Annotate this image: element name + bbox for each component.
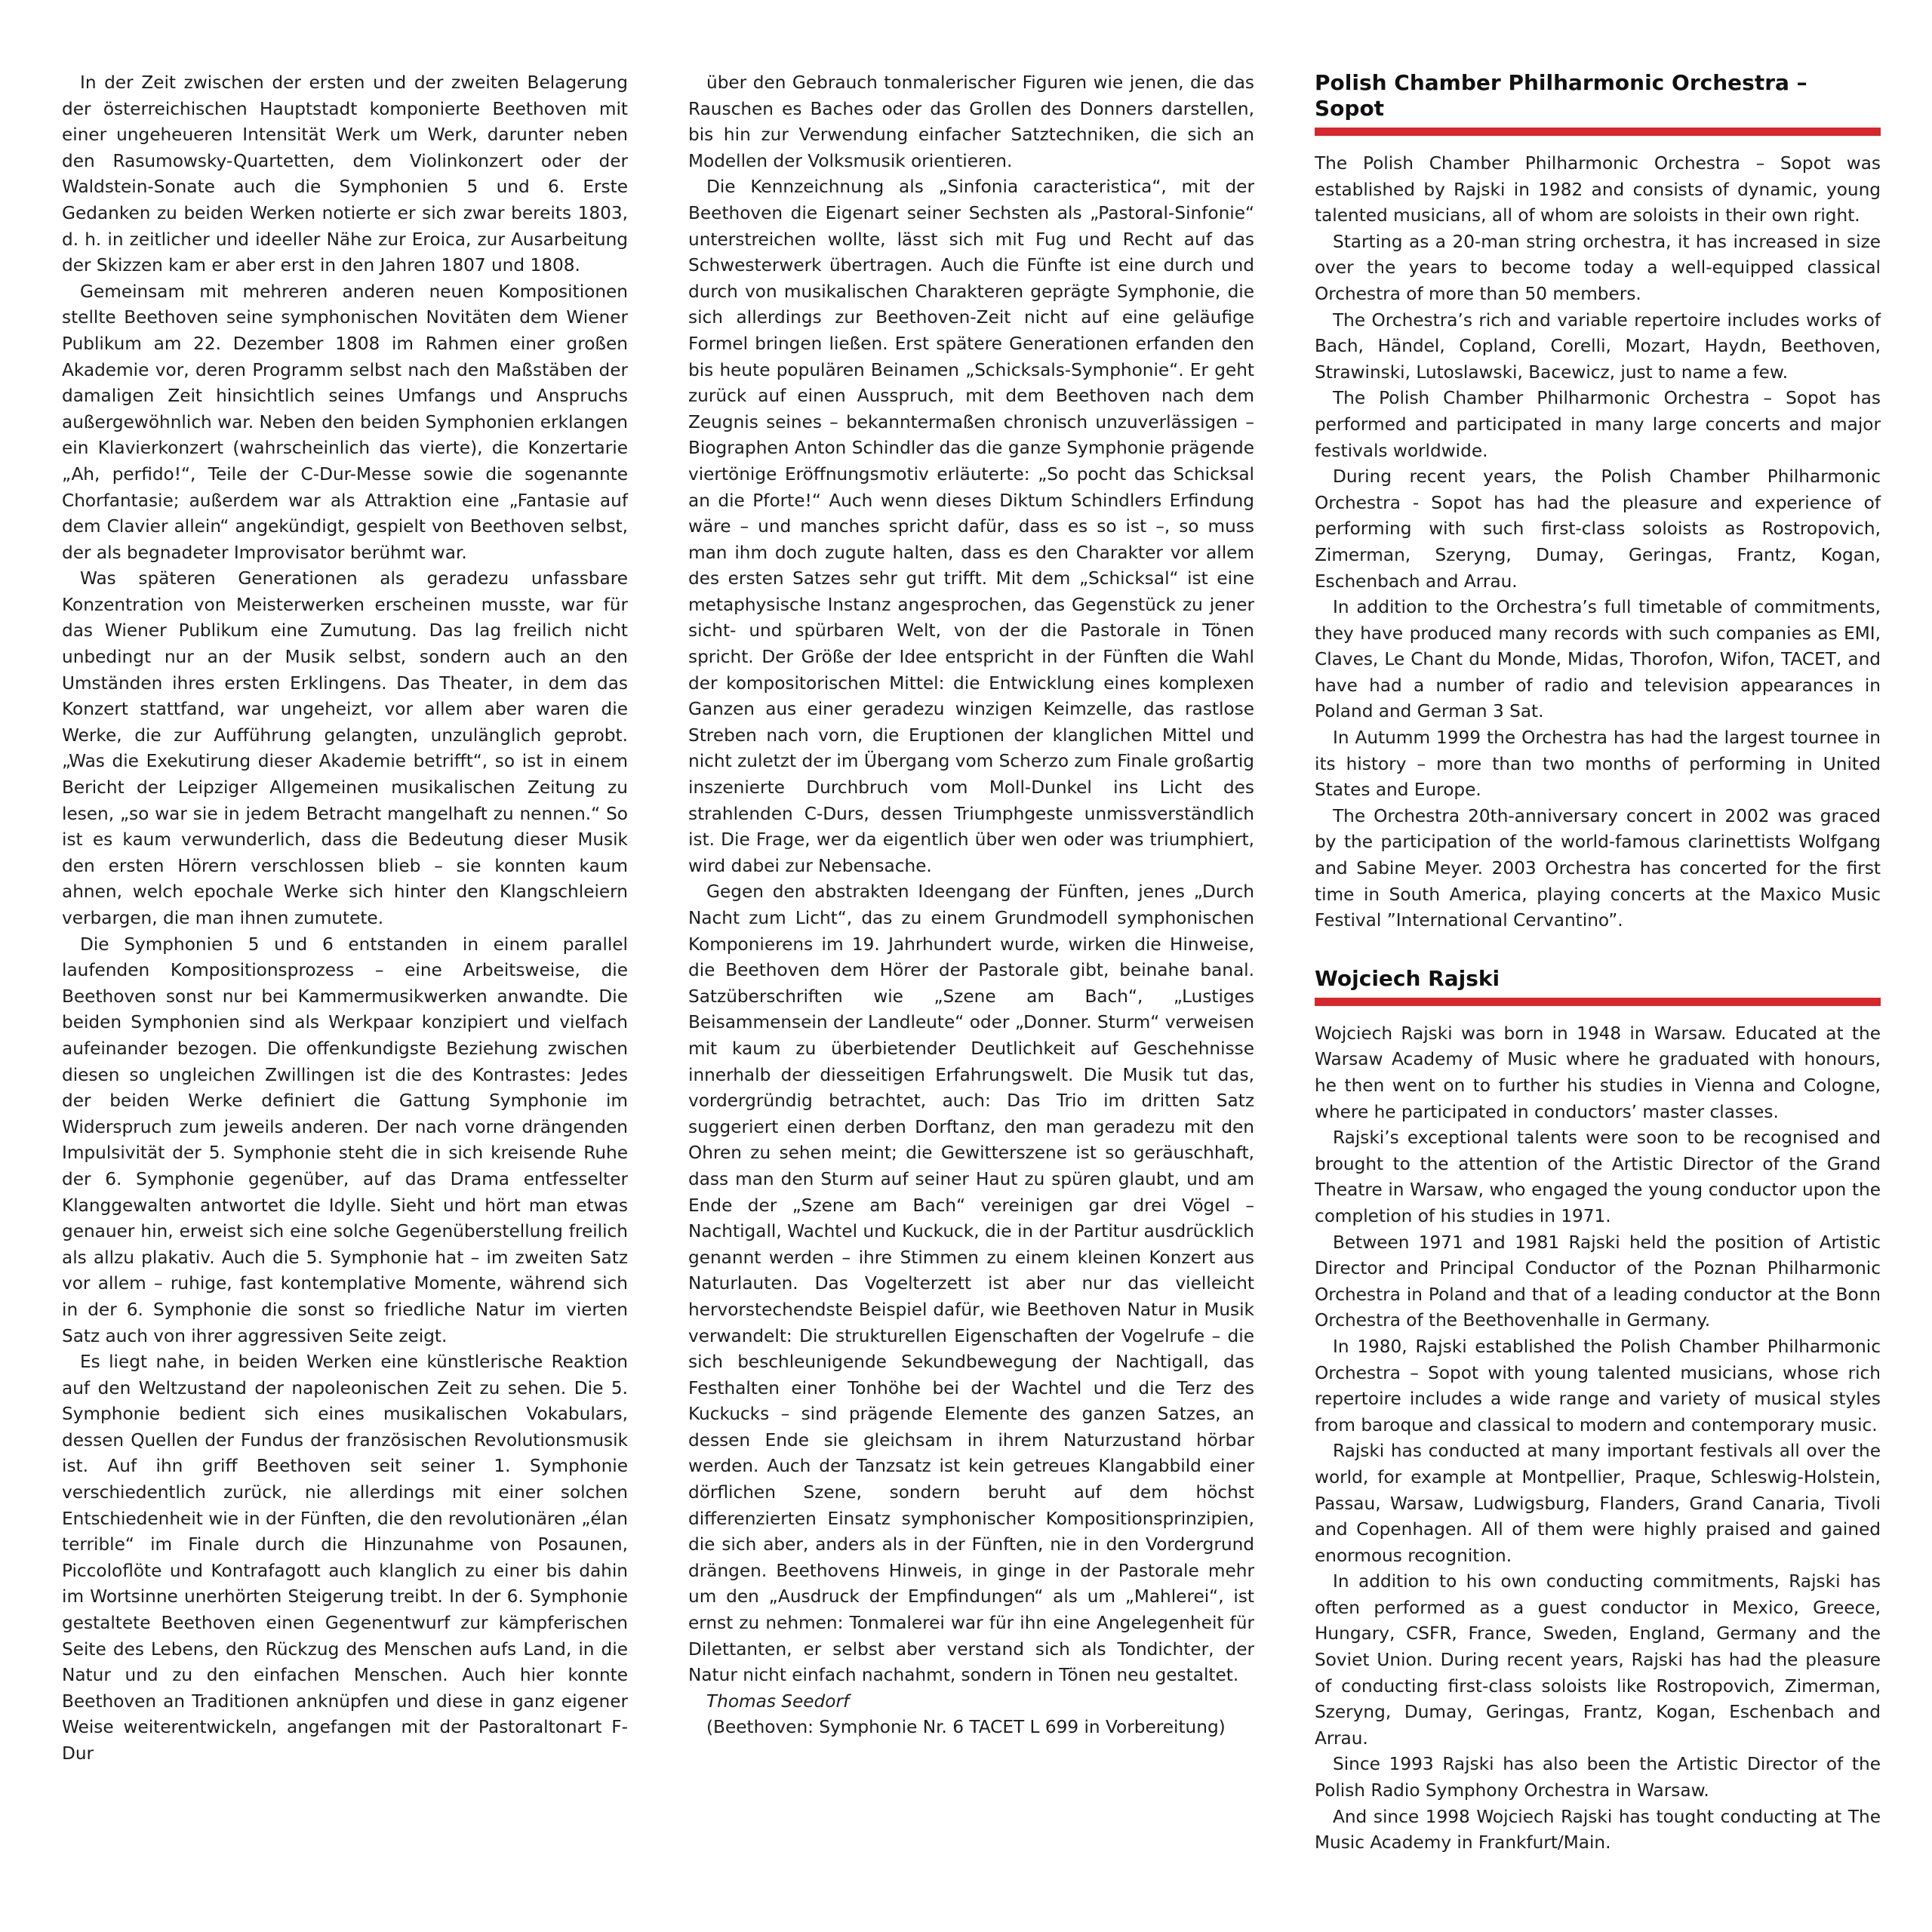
release-note: (Beethoven: Symphonie Nr. 6 TACET L 699 in Vorbereitung): [706, 1717, 1226, 1738]
orchestra-paragraph: Starting as a 20-man string orchestra, it has increased in size over the years to become today a well-equipped classical Orchestra of more than 50 members.: [1315, 231, 1881, 304]
orchestra-paragraph: In addition to the Orchestra’s full timetable of commitments, they have produced many records with such companies as EMI, Claves, Le Chant du Monde, Midas, Thorofon, Wifon, TACET, and have had a number of radio and television appearances in Poland and German 3 Sat.: [1315, 597, 1881, 722]
essay-column-2: [688, 70, 1254, 1741]
essay-paragraph: Gemeinsam mit mehreren anderen neuen Kompositionen stellte Beethoven seine symphonischen Novitäten dem Wiener Publikum am 22. Dezember 1808 im Rahmen einer großen Akademie vor, deren Programm selbst nach den Maßstäben der damaligen Zeit hinsichtlich seines Umfangs und Anspruchs außergewöhnlich war. Neben den beiden Symphonien erklangen ein Klavierkonzert (wahrscheinlich das vierte), die Konzertarie „Ah, perfido!“, Teile der C-Dur-Messe sowie die sogenannte Chorfantasie; außerdem war als Attraktion eine „Fantasie auf dem Clavier allein“ angekündigt, gespielt von Beethoven selbst, der als begnadeter Improvisator berühmt war.: [62, 281, 628, 563]
conductor-paragraph: In 1980, Rajski established the Polish Chamber Philharmonic Orchestra – Sopot with young talented musicians, whose rich repertoire includes a wide range and variety of musical styles from baroque and classical to modern and contemporary music.: [1315, 1336, 1881, 1435]
author-signature: Thomas Seedorf: [706, 1690, 850, 1712]
orchestra-paragraph: During recent years, the Polish Chamber Philharmonic Orchestra - Sopot has had the pleasure and experience of performing with such first-class soloists as Rostropovich, Zimerman, Szeryng, Dumay, Geringas, Frantz, Kogan, Eschenbach and Arrau.: [1315, 466, 1881, 592]
essay-paragraph: In der Zeit zwischen der ersten und der zweiten Belagerung der österreichischen Hauptstadt komponierte Beethoven mit einer ungeheueren Intensität Werk um Werk, darunter neben den Rasumowsky-Quartetten, dem Violinkonzert oder der Waldstein-Sonate auch die Symphonien 5 und 6. Erste Gedanken zu beiden Werken notierte er sich zwar bereits 1803, d. h. in zeitlicher und ideeller Nähe zur Eroica, zur Ausarbeitung der Skizzen kam er aber erst in den Jahren 1807 und 1808.: [62, 72, 628, 276]
orchestra-paragraph: The Orchestra 20th-anniversary concert in 2002 was graced by the participation of the world-famous clarinettists Wolfgang and Sabine Meyer. 2003 Orchestra has concerted for the first time in South America, playing concerts at the Maxico Music Festival ”International Cervantino”.: [1315, 805, 1881, 931]
essay-paragraph: Gegen den abstrakten Ideengang der Fünften, jenes „Durch Nacht zum Licht“, das zu einem Grundmodell symphonischen Komponierens im 19. Jahrhundert wurde, wirken die Hinweise, die Beethoven dem Hörer der Pastorale gibt, beinahe banal. Satzüberschriften wie „Szene am Bach“, „Lustiges Beisammensein der Landleute“ oder „Donner. Sturm“ verweisen mit kaum zu überbietender Deutlichkeit auf Geschehnisse innerhalb der diesseitigen Erfahrungswelt. Die Musik tut das, vordergründig betrachtet, auch: Das Trio im dritten Satz suggeriert einen derben Dorftanz, den man geradezu mit den Ohren zu sehen meint; die Gewitterszene ist so geräuschhaft, dass man den Sturm auf seiner Haut zu spüren glaubt, und am Ende der „Szene am Bach“ vereinigen gar drei Vögel – Nachtigall, Wachtel und Kuckuck, die in der Partitur ausdrücklich genannt werden – ihre Stimmen zu einem kleinen Konzert aus Naturlauten. Das Vogelterzett ist aber nur das vielleicht hervorstechendste Beispiel dafür, wie Beethoven Natur in Musik verwandelt: Die strukturellen Eigenschaften der Vogelrufe – die sich beschleunigende Sekundbewegung der Nachtigall, das Festhalten einer Tonhöhe bei der Wachtel und die Terz des Kuckucks – sind prägende Elemente des ganzen Satzes, an dessen Ende sie gleichsam in ihrem Naturzustand hörbar werden. Auch der Tanzsatz ist kein getreues Klangabbild einer dörflichen Szene, sondern beruht auf dem höchst differenzierten Einsatz symphonischer Kompositionsprinzipien, die sich aber, anders als in der Fünften, nie in den Vordergrund drängen. Beethovens Hinweis, in ginge in der Pastorale mehr um den „Ausdruck der Empfindungen“ als um „Mahlerei“, ist ernst zu nehmen: Tonmalerei war für ihn eine Angelegenheit für Dilettanten, er selbst aber verstand sich als Tondichter, der Natur nicht einfach nachahmt, sondern in Tönen neu gestaltet.: [688, 881, 1254, 1686]
conductor-paragraph: Wojciech Rajski was born in 1948 in Warsaw. Educated at the Warsaw Academy of Music where he graduated with honours, he then went on to further his studies in Vienna and Cologne, where he participated in conductors’ master classes.: [1315, 1023, 1881, 1122]
essay-paragraph: Es liegt nahe, in beiden Werken eine künstlerische Reaktion auf den Weltzustand der napoleonischen Zeit zu sehen. Die 5. Symphonie bedient sich eines musikalischen Vokabulars, dessen Quellen der Fundus der französischen Revolutionsmusik ist. Auf ihn griff Beethoven seit seiner 1. Symphonie verschiedentlich zurück, nie allerdings mit einer solchen Entschiedenheit wie in der Fünften, die den revolutionären „élan terrible“ im Finale durch die Hinzunahme von Posaunen, Piccoloflöte und Kontrafagott auch klanglich zu einer bis dahin im Wortsinne unerhörten Steigerung treibt. In der 6. Symphonie gestaltete Beethoven einen Gegenentwurf zur kämpferischen Seite des Lebens, den Rückzug des Menschen aufs Land, in die Natur und zu den einfachen Menschen. Auch hier konnte Beethoven an Traditionen anknüpfen und diese in ganz eigener Weise weiterentwickeln, angefangen mit der Pastoraltonart F-Dur: [62, 1352, 628, 1764]
heading-rule: [1315, 998, 1881, 1006]
essay-paragraph: Die Kennzeichnung als „Sinfonia caracteristica“, mit der Beethoven die Eigenart seiner Sechsten als „Pastoral-Sinfonie“ unterstreichen wollte, lässt sich mit Fug und Recht auf das Schwesterwerk übertragen. Auch die Fünfte ist eine durch und durch von musikalischen Charakteren geprägte Symphonie, die sich allerdings zur Beethoven-Zeit nicht auf eine geläufige Formel bringen ließen. Erst spätere Generationen erfanden den bis heute populären Beinamen „Schicksals-Symphonie“. Er geht zurück auf einen Ausspruch, mit dem Beethoven nach dem Zeugnis seines – bekanntermaßen chronisch unzuverlässigen – Biographen Anton Schindler das die ganze Symphonie prägende viertönige Eröffnungsmotiv erläuterte: „So pocht das Schicksal an die Pforte!“ Auch wenn dieses Diktum Schindlers Erfindung wäre – und manches spricht dafür, dass es so ist –, so muss man ihm doch zugute halten, dass es den Charakter vor allem des ersten Satzes sehr gut trifft. Mit dem „Schicksal“ ist eine metaphysische Instanz angesprochen, das Gegenstück zu jener sicht- und spürbaren Welt, von der die Pastorale in Tönen spricht. Der Größe der Idee entspricht in der Fünften die Wahl der kompositorischen Mittel: die Entwicklung eines komplexen Ganzen aus einer geradezu winzigen Keimzelle, das rastlose Streben nach vorn, die Eruptionen der klanglichen Mittel und nicht zuletzt der im Übergang vom Scherzo zum Finale großartig inszenierte Durchbruch vom Moll-Dunkel ins Licht des strahlenden C-Durs, dessen Triumphgeste unmissverständlich ist. Die Frage, wer da eigentlich über wen oder was triumphiert, wird dabei zur Nebensache.: [688, 177, 1254, 876]
orchestra-paragraph: In Autumm 1999 the Orchestra has had the largest tournee in its history – more than two months of performing in United States and Europe.: [1315, 728, 1881, 801]
heading-rule: [1315, 128, 1881, 136]
conductor-heading: Wojciech Rajski: [1315, 965, 1500, 991]
conductor-paragraph: And since 1998 Wojciech Rajski has tought conducting at The Music Academy in Frankfurt/Main.: [1315, 1806, 1881, 1854]
essay-paragraph: Die Symphonien 5 und 6 entstanden in einem parallel laufenden Kompositionsprozess – eine Arbeitsweise, die Beethoven sonst nur bei Kammermusikwerken anwandte. Die beiden Symphonien sind als Werkpaar konzipiert und vielfach aufeinander bezogen. Die offenkundigste Beziehung zwischen diesen so ungleichen Zwillingen ist die des Kontrastes: Jedes der beiden Werke definiert die Gattung Symphonie im Widerspruch zum jeweils anderen. Der nach vorne drängenden Impulsivität der 5. Symphonie steht die in sich kreisende Ruhe der 6. Symphonie gegenüber, auf das Drama entfesselter Klanggewalten antwortet die Idylle. Sieht und hört man etwas genauer hin, erweist sich eine solche Gegenüberstellung freilich als allzu plakativ. Auch die 5. Symphonie hat – im zweiten Satz vor allem – ruhige, fast kontemplative Momente, während sich in der 6. Symphonie die sonst so friedliche Natur im vierten Satz auch von ihrer aggressiven Seite zeigt.: [62, 934, 628, 1346]
essay-paragraph: Was späteren Generationen als geradezu unfassbare Konzentration von Meisterwerken erscheinen musste, war für das Wiener Publikum eine Zumutung. Das lag freilich nicht unbedingt nur an der Musik selbst, sondern auch an den Umständen ihres ersten Erklingens. Das Theater, in dem das Konzert stattfand, war ungeheizt, vor allem aber waren die Werke, die zur Aufführung gelangten, unzulänglich geprobt. „Was die Exekutirung dieser Akademie betrifft“, so ist in einem Bericht der Leipziger Allgemeinen musikalischen Zeitung zu lesen, „so war sie in jedem Betracht mangelhaft zu nennen.“ So ist es kaum verwunderlich, dass die Bedeutung dieser Musik den ersten Hörern verschlossen blieb – sie konnten kaum ahnen, welch epochale Werke sich hinter den Klangschleiern verbargen, die man ihnen zumutete.: [62, 568, 628, 928]
orchestra-heading: Polish Chamber Philharmonic Orchestra – Sopot: [1315, 70, 1807, 121]
biography-column: [1315, 70, 1881, 1857]
orchestra-paragraph: The Orchestra’s rich and variable repertoire includes works of Bach, Händel, Copland, Corelli, Mozart, Haydn, Beethoven, Strawinski, Lutoslawski, Bacewicz, just to name a few.: [1315, 309, 1881, 383]
conductor-paragraph: In addition to his own conducting commitments, Rajski has often performed as a guest conductor in Mexico, Greece, Hungary, CSFR, France, Sweden, England, Germany and the Soviet Union. During recent years, Rajski has had the pleasure of conducting first-class soloists like Rostropovich, Zimerman, Szeryng, Dumay, Geringas, Frantz, Kogan, Eschenbach and Arrau.: [1315, 1571, 1881, 1749]
conductor-paragraph: Since 1993 Rajski has also been the Artistic Director of the Polish Radio Symphony Orchestra in Warsaw.: [1315, 1754, 1881, 1801]
essay-column-1: [62, 70, 628, 1767]
orchestra-paragraph: The Polish Chamber Philharmonic Orchestra – Sopot has performed and participated in many large concerts and major festivals worldwide.: [1315, 388, 1881, 461]
conductor-paragraph: Rajski’s exceptional talents were soon to be recognised and brought to the attention of the Artistic Director of the Grand Theatre in Warsaw, who engaged the young conductor upon the completion of his studies in 1971.: [1315, 1128, 1881, 1226]
essay-paragraph: über den Gebrauch tonmalerischer Figuren wie jenen, die das Rauschen es Baches oder das Grollen des Donners darstellen, bis hin zur Verwendung einfacher Satztechniken, die sich an Modellen der Volksmusik orientieren.: [688, 72, 1254, 171]
conductor-paragraph: Rajski has conducted at many important festivals all over the world, for example at Montpellier, Praque, Schleswig-Holstein, Passau, Warsaw, Ludwigsburg, Flanders, Grand Canaria, Tivoli and Copenhagen. All of them were highly praised and gained enormous recognition.: [1315, 1441, 1881, 1566]
conductor-paragraph: Between 1971 and 1981 Rajski held the position of Artistic Director and Principal Conductor of the Poznan Philharmonic Orchestra in Poland and that of a leading conductor at the Bonn Orchestra of the Beethovenhalle in Germany.: [1315, 1232, 1881, 1331]
orchestra-paragraph: The Polish Chamber Philharmonic Orchestra – Sopot was established by Rajski in 1982 and consists of dynamic, young talented musicians, all of whom are soloists in their own right.: [1315, 153, 1881, 226]
